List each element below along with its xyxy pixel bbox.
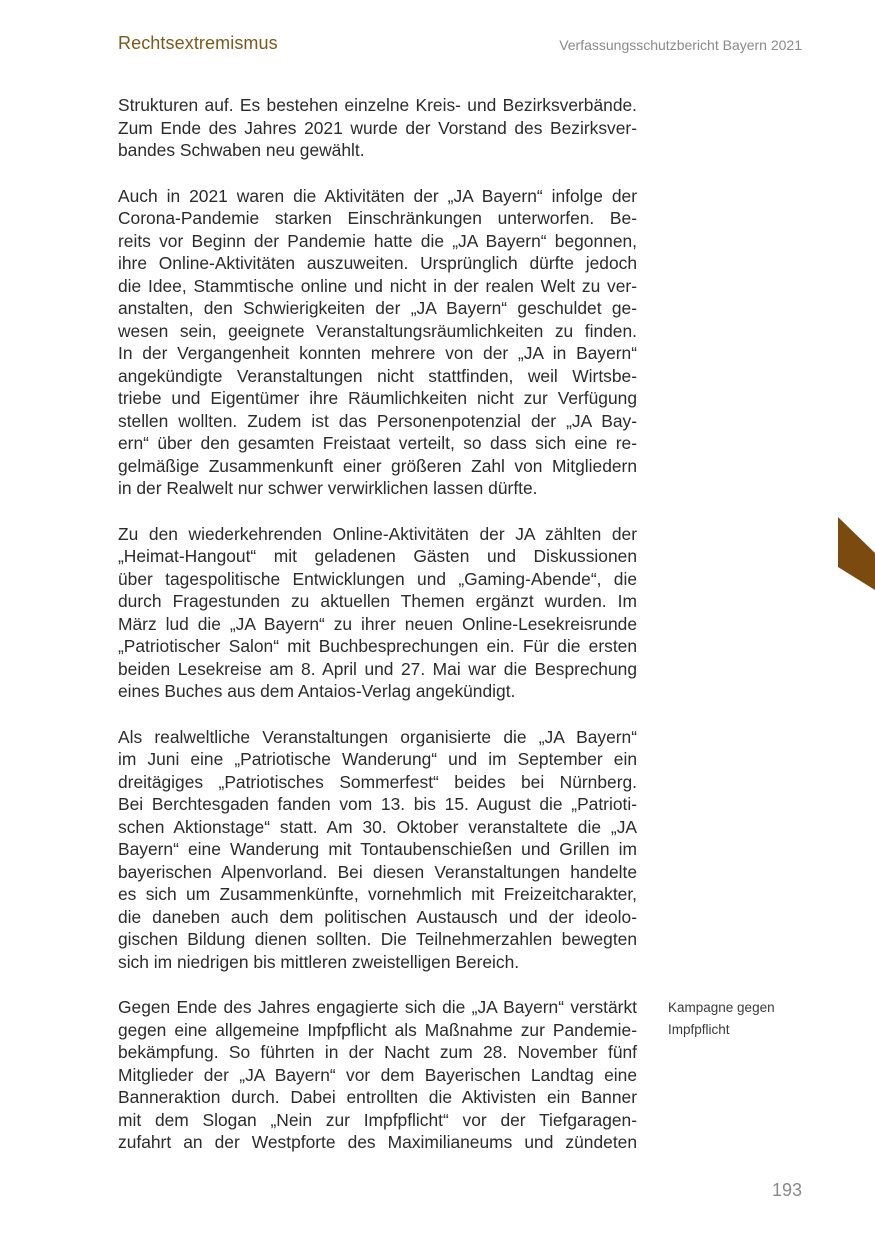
text-line: bekämpfung. So führten in der Nacht zum 28. November fünf	[118, 1042, 637, 1062]
text-line: gegen eine allgemeine Impfpflicht als Maßnahme zur Pandemie-	[118, 1019, 637, 1040]
text-line: stellen wollten. Zudem ist das Personenpotenzial der „JA Bay-	[118, 410, 637, 431]
text-line: beiden Lesekreise am 8. April und 27. Mai war die Besprechung	[118, 658, 637, 679]
running-header-section: Rechtsextremismus	[118, 33, 278, 53]
text-line: März lud die „JA Bayern“ zu ihrer neuen Online-Lesekreisrunde	[118, 613, 637, 634]
margin-note-line: Kampagne gegen	[668, 1000, 775, 1015]
text-line: Bei Berchtesgaden fanden vom 13. bis 15. August die „Patrioti-	[118, 794, 637, 814]
text-line: ihre Online-Aktivitäten auszuweiten. Ursprünglich dürfte jedoch	[118, 253, 637, 273]
text-line: Zum Ende des Jahres 2021 wurde der Vorstand des Bezirksver-	[118, 117, 637, 138]
text-line: In der Vergangenheit konnten mehrere von der „JA in Bayern“	[118, 343, 637, 363]
text-line: bandes Schwaben neu gewählt.	[118, 140, 365, 160]
chapter-thumb-tab	[838, 517, 875, 590]
text-line: zufahrt an der Westpforte des Maximilianeums und zündeten	[118, 1132, 637, 1152]
text-line: ern“ über den gesamten Freistaat verteilt, so dass sich eine re-	[118, 433, 637, 453]
text-line: wesen sein, geeignete Veranstaltungsräumlichkeiten zu finden.	[118, 320, 637, 341]
text-line: angekündigte Veranstaltungen nicht stattfinden, weil Wirtsbe-	[118, 365, 637, 386]
text-line: die Idee, Stammtische online und nicht in der realen Welt zu ver-	[118, 275, 637, 296]
text-line: Mitglieder der „JA Bayern“ vor dem Bayerischen Landtag eine	[118, 1064, 637, 1085]
text-line: anstalten, den Schwierigkeiten der „JA Bayern“ geschuldet ge-	[118, 298, 637, 318]
body-paragraph	[118, 726, 637, 974]
page-number: 193	[771, 1180, 802, 1200]
text-line: Auch in 2021 waren die Aktivitäten der „JA Bayern“ infolge der	[118, 185, 637, 206]
text-line: Als realweltliche Veranstaltungen organisierte die „JA Bayern“	[118, 726, 637, 747]
body-paragraph	[118, 996, 637, 1154]
text-line: Bayern“ eine Wanderung mit Tontaubenschießen und Grillen im	[118, 839, 637, 859]
text-line: schen Aktionstage“ statt. Am 30. Oktober veranstaltete die „JA	[118, 816, 637, 837]
text-line: „Heimat-Hangout“ mit geladenen Gästen und Diskussionen	[118, 546, 637, 566]
text-line: eines Buches aus dem Antaios-Verlag angekündigt.	[118, 681, 516, 701]
body-paragraph	[118, 94, 637, 162]
text-line: über tagespolitische Entwicklungen und „Gaming-Abende“, die	[118, 568, 637, 589]
text-line: „Patriotischer Salon“ mit Buchbesprechungen ein. Für die ersten	[118, 636, 637, 656]
text-line: Strukturen auf. Es bestehen einzelne Kreis- und Bezirksverbände.	[118, 95, 637, 115]
text-line: mit dem Slogan „Nein zur Impfpflicht“ vor der Tiefgaragen-	[118, 1109, 637, 1130]
body-text-column	[118, 94, 637, 1177]
text-line: die daneben auch dem politischen Austausch und der ideolo-	[118, 906, 637, 927]
body-paragraph	[118, 185, 637, 500]
text-line: gischen Bildung dienen sollten. Die Teilnehmerzahlen bewegten	[118, 929, 637, 949]
text-line: gelmäßige Zusammenkunft einer größeren Zahl von Mitgliedern	[118, 455, 637, 476]
text-line: durch Fragestunden zu aktuellen Themen ergänzt wurden. Im	[118, 591, 637, 611]
text-line: es sich um Zusammenkünfte, vornehmlich mit Freizeitcharakter,	[118, 884, 637, 904]
text-line: sich im niedrigen bis mittleren zweistelligen Bereich.	[118, 951, 520, 972]
text-line: triebe und Eigentümer ihre Räumlichkeiten nicht zur Verfügung	[118, 388, 637, 408]
margin-note-line: Impfpflicht	[668, 1022, 730, 1037]
text-line: reits vor Beginn der Pandemie hatte die „JA Bayern“ begonnen,	[118, 230, 637, 251]
running-header-document-title: Verfassungsschutzbericht Bayern 2021	[559, 37, 802, 53]
text-line: bayerischen Alpenvorland. Bei diesen Veranstaltungen handelte	[118, 861, 637, 882]
text-line: in der Realwelt nur schwer verwirklichen lassen dürfte.	[118, 478, 538, 498]
text-line: Zu den wiederkehrenden Online-Aktivitäten der JA zählten der	[118, 523, 637, 544]
text-line: dreitägiges „Patriotisches Sommerfest“ beides bei Nürnberg.	[118, 771, 637, 792]
text-line: Banneraktion durch. Dabei entrollten die Aktivisten ein Banner	[118, 1087, 637, 1107]
body-paragraph	[118, 523, 637, 703]
text-line: Corona-Pandemie starken Einschränkungen unterworfen. Be-	[118, 208, 637, 228]
text-line: Gegen Ende des Jahres engagierte sich die „JA Bayern“ verstärkt	[118, 997, 637, 1017]
margin-note	[668, 997, 828, 1041]
text-line: im Juni eine „Patriotische Wanderung“ und im September ein	[118, 749, 637, 769]
